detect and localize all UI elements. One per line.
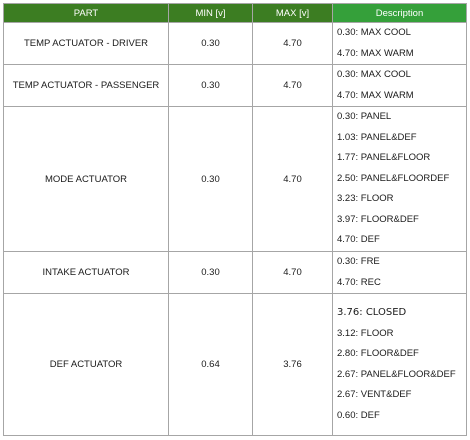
max-cell: 4.70 [253,252,333,294]
description-line: 0.30: PANEL [337,111,392,123]
description-line: 3.23: FLOOR [337,193,394,205]
description-line: 0.30: MAX COOL [337,27,411,38]
description-cell [333,65,467,107]
description-line: 2.67: PANEL&FLOOR&DEF [337,368,456,380]
header-min: MIN [v] [169,4,253,23]
header-description: Description [333,4,467,23]
description-line: 3.97: FLOOR&DEF [337,213,419,225]
part-cell: INTAKE ACTUATOR [4,252,169,294]
header-part: PART [4,4,169,23]
max-cell: 4.70 [253,23,333,65]
table-row [4,107,467,252]
description-line: 3.76: CLOSED [337,307,407,318]
description-line: 4.70: REC [337,276,381,288]
min-cell: 0.64 [169,294,253,436]
min-cell: 0.30 [169,23,253,65]
part-cell: TEMP ACTUATOR - PASSENGER [4,65,169,107]
description-line: 4.70: DEF [337,234,380,246]
description-cell [333,107,467,252]
header-max: MAX [v] [253,4,333,23]
description-line: 4.70: MAX WARM [337,47,414,59]
actuator-voltage-table [3,3,467,436]
min-cell: 0.30 [169,252,253,294]
part-cell: MODE ACTUATOR [4,107,169,252]
description-cell [333,294,467,436]
min-cell: 0.30 [169,107,253,252]
min-cell: 0.30 [169,65,253,107]
description-line: 0.30: MAX COOL [337,69,411,80]
description-line: 0.30: FRE [337,256,380,267]
description-line: 2.50: PANEL&FLOORDEF [337,172,450,184]
part-cell: DEF ACTUATOR [4,294,169,436]
description-line: 2.80: FLOOR&DEF [337,348,419,359]
description-line: 3.12: FLOOR [337,327,394,339]
max-cell: 4.70 [253,107,333,252]
table-row [4,65,467,107]
description-cell [333,252,467,294]
description-line: 0.60: DEF [337,409,380,421]
table-row [4,294,467,436]
max-cell: 4.70 [253,65,333,107]
description-cell [333,23,467,65]
description-line: 2.67: VENT&DEF [337,389,412,400]
description-line: 1.03: PANEL&DEF [337,131,417,143]
max-cell: 3.76 [253,294,333,436]
description-line: 1.77: PANEL&FLOOR [337,152,431,164]
header-row [4,4,467,23]
description-line: 4.70: MAX WARM [337,89,414,101]
table-row [4,252,467,294]
table-row [4,23,467,65]
part-cell: TEMP ACTUATOR - DRIVER [4,23,169,65]
